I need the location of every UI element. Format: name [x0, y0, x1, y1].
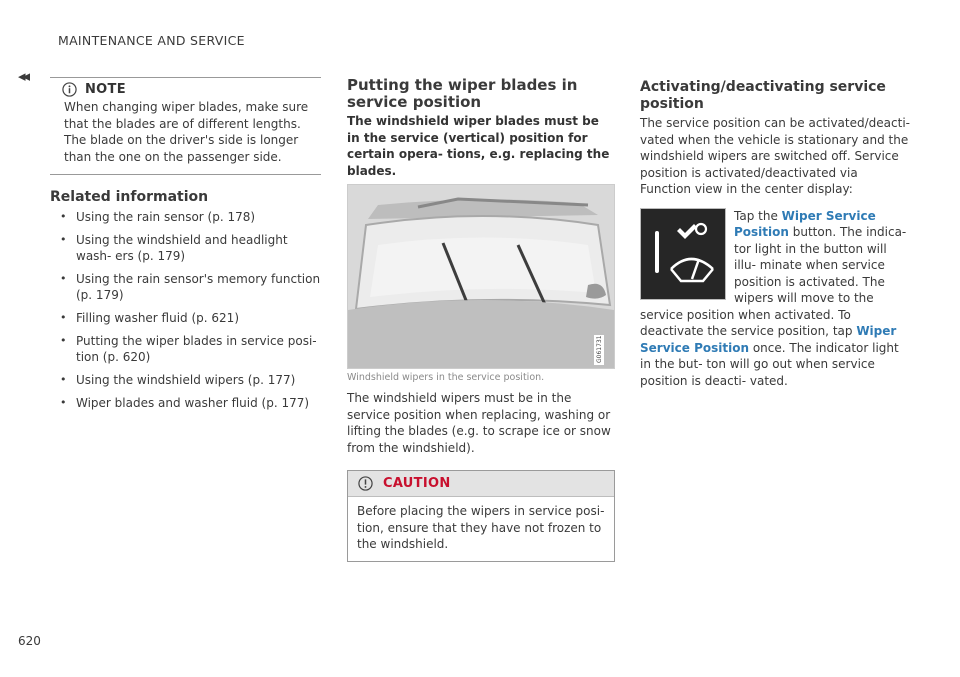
service-position-body: The windshield wipers must be in the service position when replacing, washing or lifting the blades (e.g. to scrape ice or snow from the windshield).	[347, 391, 611, 455]
related-link[interactable]: • Filling washer fluid (p. 621)	[50, 310, 321, 326]
activate-heading: Activating/deactivating service position	[640, 79, 886, 112]
related-link[interactable]: • Using the windshield wipers (p. 177)	[50, 372, 321, 388]
note-box	[50, 77, 321, 175]
activate-instructions	[640, 208, 910, 390]
related-list	[50, 209, 321, 411]
page-number: 620	[18, 634, 41, 648]
caution-text: Before placing the wipers in service posi- tion, ensure that they have not frozen to the windshield.	[357, 504, 605, 551]
note-title: NOTE	[85, 82, 126, 97]
related-link[interactable]: • Using the rain sensor's memory function (p. 179)	[50, 271, 321, 303]
section-header: MAINTENANCE AND SERVICE	[58, 33, 245, 48]
windshield-illustration	[348, 185, 614, 368]
wiper-service-icon	[641, 209, 725, 299]
image-code: G061731	[596, 335, 603, 363]
back-arrows-icon[interactable]: ◂◂	[18, 67, 28, 85]
caution-header	[348, 471, 614, 497]
tap-suffix: button. The indica- tor light in the button will illu- minate when service position is activated. The wipers will move to the service position when activated. To deactivate the service position, tap	[640, 225, 907, 338]
activate-intro: The service position can be activated/deacti- vated when the vehicle is stationary and the windshield wipers are switched off. Service position is activated/deactivated via Function view in the center display:	[640, 116, 910, 196]
related-link[interactable]: • Using the rain sensor (p. 178)	[50, 209, 321, 225]
info-icon	[62, 82, 77, 97]
caution-box	[347, 470, 615, 562]
deactivate-end: once. The indicator light in the but- ton will go out when service position is deacti- vated.	[640, 340, 899, 388]
service-position-heading: Putting the wiper blades in service position	[347, 76, 578, 111]
note-text: When changing wiper blades, make sure that the blades are of different lengths. The blade on the driver's side is longer than the one on the passenger side.	[64, 100, 309, 164]
left-column	[50, 77, 321, 418]
service-position-lead: The windshield wiper blades must be in the service (vertical) position for certain opera- tions, e.g. replacing the blades.	[347, 114, 610, 178]
note-header	[62, 82, 321, 97]
caution-title: CAUTION	[383, 476, 451, 491]
related-heading: Related information	[50, 189, 209, 205]
middle-column	[347, 77, 615, 562]
related-link[interactable]: • Putting the wiper blades in service posi- tion (p. 620)	[50, 333, 321, 365]
windshield-wipers-image	[347, 184, 615, 369]
right-column	[640, 77, 910, 389]
related-link[interactable]: • Wiper blades and washer fluid (p. 177)	[50, 395, 321, 411]
wiper-service-position-link-2[interactable]: Wiper Service Position	[640, 324, 897, 355]
wiper-service-button-image	[640, 208, 726, 300]
wiper-service-position-link[interactable]: Wiper Service Position	[734, 208, 876, 239]
tap-prefix: Tap the	[734, 208, 782, 223]
caution-icon	[358, 476, 373, 491]
related-link[interactable]: • Using the windshield and headlight wash- ers (p. 179)	[50, 232, 321, 264]
image-caption: Windshield wipers in the service position.	[347, 372, 545, 383]
